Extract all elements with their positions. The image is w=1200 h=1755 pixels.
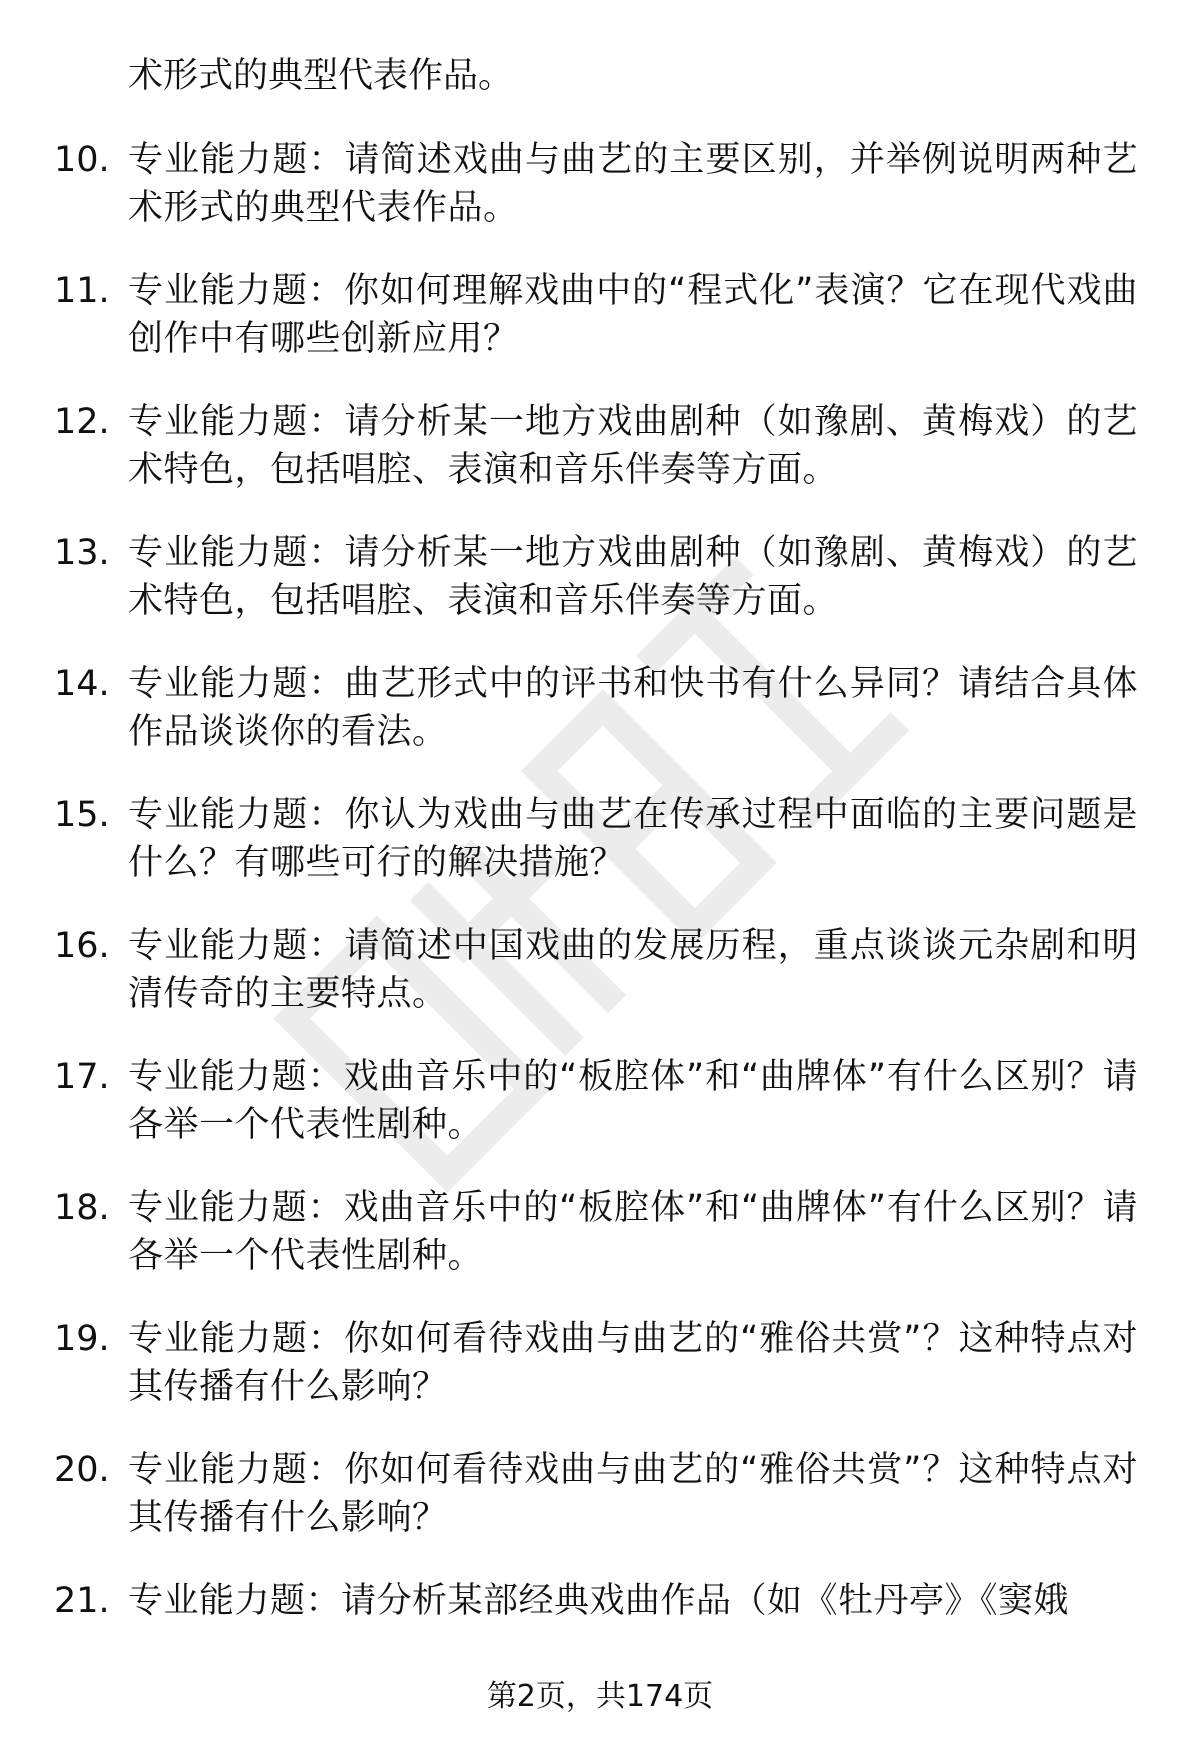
question-text: 专业能力题：请分析某一地方戏曲剧种（如豫剧、黄梅戏）的艺术特色，包括唱腔、表演和音乐伴奏等方面。 [128,402,1138,490]
question-number: 21. [54,1581,110,1621]
question-text: 专业能力题：你如何看待戏曲与曲艺的“雅俗共赏”？这种特点对其传播有什么影响？ [128,1450,1138,1538]
question-item [0,267,1200,363]
question-number: 10. [54,140,110,180]
question-list [0,52,1200,1708]
question-number: 17. [54,1057,110,1097]
question-item [0,1577,1200,1673]
question-item [0,1446,1200,1542]
question-item [0,922,1200,1018]
question-number: 11. [54,271,110,311]
question-number: 13. [54,533,110,573]
question-number: 16. [54,926,110,966]
question-item [0,660,1200,756]
question-number: 15. [54,795,110,835]
question-item [0,1184,1200,1280]
page-indicator: 第2页，共174页 [486,1679,714,1714]
question-text: 专业能力题：你如何看待戏曲与曲艺的“雅俗共赏”？这种特点对其传播有什么影响？ [128,1319,1138,1407]
question-item [0,1053,1200,1149]
question-text: 专业能力题：戏曲音乐中的“板腔体”和“曲牌体”有什么区别？请各举一个代表性剧种。 [128,1188,1138,1276]
continued-question-text: 术形式的典型代表作品。 [128,56,514,96]
question-number: 19. [54,1319,110,1359]
question-number: 12. [54,402,110,442]
question-item [0,791,1200,887]
question-text: 专业能力题：请分析某部经典戏曲作品（如《牡丹亭》《窦娥 [128,1581,1070,1621]
question-number: 14. [54,664,110,704]
question-text: 专业能力题：你如何理解戏曲中的“程式化”表演？它在现代戏曲创作中有哪些创新应用？ [128,271,1138,359]
question-number: 18. [54,1188,110,1228]
question-text: 专业能力题：请分析某一地方戏曲剧种（如豫剧、黄梅戏）的艺术特色，包括唱腔、表演和音乐伴奏等方面。 [128,533,1138,621]
question-number: 20. [54,1450,110,1490]
question-text: 专业能力题：戏曲音乐中的“板腔体”和“曲牌体”有什么区别？请各举一个代表性剧种。 [128,1057,1138,1145]
question-item [0,136,1200,232]
question-text: 专业能力题：曲艺形式中的评书和快书有什么异同？请结合具体作品谈谈你的看法。 [128,664,1138,752]
question-text: 专业能力题：请简述中国戏曲的发展历程，重点谈谈元杂剧和明清传奇的主要特点。 [128,926,1138,1014]
question-text: 专业能力题：你认为戏曲与曲艺在传承过程中面临的主要问题是什么？有哪些可行的解决措施？ [128,795,1138,883]
question-item [0,529,1200,625]
question-text: 专业能力题：请简述戏曲与曲艺的主要区别，并举例说明两种艺术形式的典型代表作品。 [128,140,1138,228]
question-item [0,1315,1200,1411]
question-item [0,398,1200,494]
